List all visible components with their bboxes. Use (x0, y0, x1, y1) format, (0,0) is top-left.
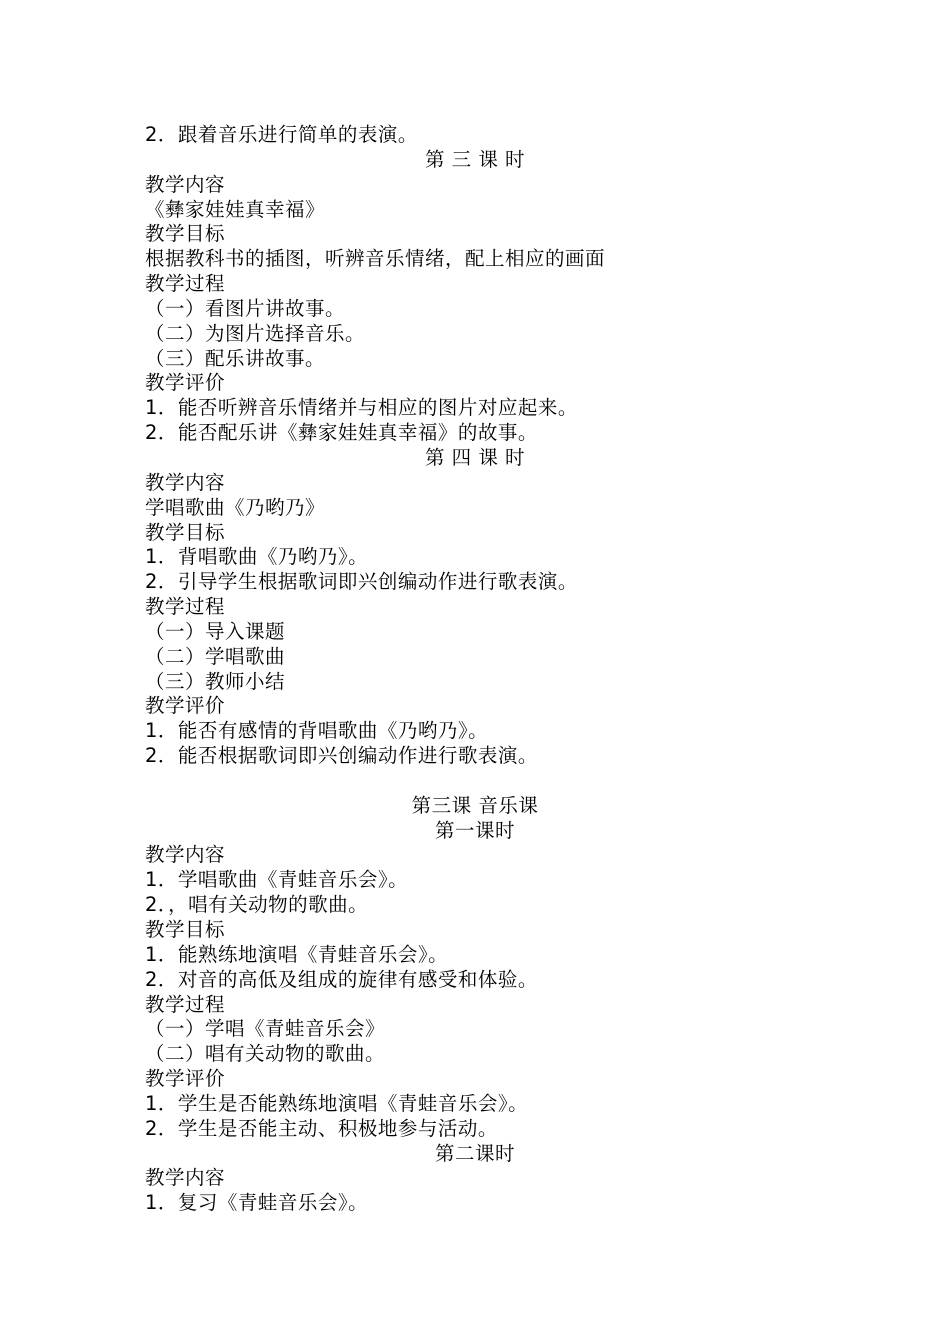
list-item: （一）学唱《青蛙音乐会》 (145, 1017, 386, 1041)
list-item: 2．学生是否能主动、积极地参与活动。 (145, 1116, 498, 1140)
list-item: 1．背唱歌曲《乃哟乃》。 (145, 545, 369, 569)
section-label: 教学内容 (145, 843, 226, 867)
list-item: （一）看图片讲故事。 (145, 296, 346, 320)
lesson-period-heading: 第 三 课 时 (424, 147, 526, 171)
list-item: 2．引导学生根据歌词即兴创编动作进行歌表演。 (145, 570, 578, 594)
content-text: 学唱歌曲《乃哟乃》 (145, 495, 326, 519)
content-text: 根据教科书的插图，听辨音乐情绪，配上相应的画面 (145, 247, 606, 271)
section-label: 教学内容 (145, 470, 226, 494)
lesson-period-heading: 第二课时 (434, 1141, 515, 1165)
list-item: （二）唱有关动物的歌曲。 (145, 1042, 386, 1066)
list-item: 1．能否听辨音乐情绪并与相应的图片对应起来。 (145, 396, 578, 420)
section-label: 教学评价 (145, 1067, 226, 1091)
list-item: 2．能否根据歌词即兴创编动作进行歌表演。 (145, 744, 538, 768)
list-item: 2．对音的高低及组成的旋律有感受和体验。 (145, 967, 538, 991)
section-label: 教学过程 (145, 272, 226, 296)
list-item: 2．能否配乐讲《彝家娃娃真幸福》的故事。 (145, 421, 538, 445)
section-label: 教学目标 (145, 918, 226, 941)
section-label: 教学过程 (145, 595, 226, 619)
list-item: 2．跟着音乐进行简单的表演。 (145, 123, 418, 146)
blank-line (145, 769, 805, 794)
content-text: 《彝家娃娃真幸福》 (145, 197, 326, 221)
lesson-title-heading: 第三课 音乐课 (411, 793, 539, 817)
section-label: 教学目标 (145, 222, 226, 246)
list-item: 1．能熟练地演唱《青蛙音乐会》。 (145, 942, 449, 966)
document-page (145, 123, 805, 1216)
list-item: （三）教师小结 (145, 669, 286, 693)
list-item: 2．，唱有关动物的歌曲。 (145, 893, 369, 917)
list-item: （二）学唱歌曲 (145, 644, 286, 668)
lesson-period-heading: 第 四 课 时 (424, 445, 526, 469)
list-item: （一）导入课题 (145, 619, 286, 643)
lesson-period-heading: 第一课时 (434, 818, 515, 842)
list-item: 1．学生是否能熟练地演唱《青蛙音乐会》。 (145, 1091, 529, 1115)
section-label: 教学过程 (145, 992, 226, 1016)
list-item: （二）为图片选择音乐。 (145, 321, 366, 345)
list-item: 1．能否有感情的背唱歌曲《乃哟乃》。 (145, 719, 489, 743)
section-label: 教学内容 (145, 172, 226, 196)
section-label: 教学内容 (145, 1166, 226, 1190)
list-item: （三）配乐讲故事。 (145, 346, 326, 370)
section-label: 教学评价 (145, 371, 226, 395)
list-item: 1．学唱歌曲《青蛙音乐会》。 (145, 868, 409, 892)
section-label: 教学目标 (145, 520, 226, 544)
section-label: 教学评价 (145, 694, 226, 718)
list-item: 1．复习《青蛙音乐会》。 (145, 1191, 369, 1215)
